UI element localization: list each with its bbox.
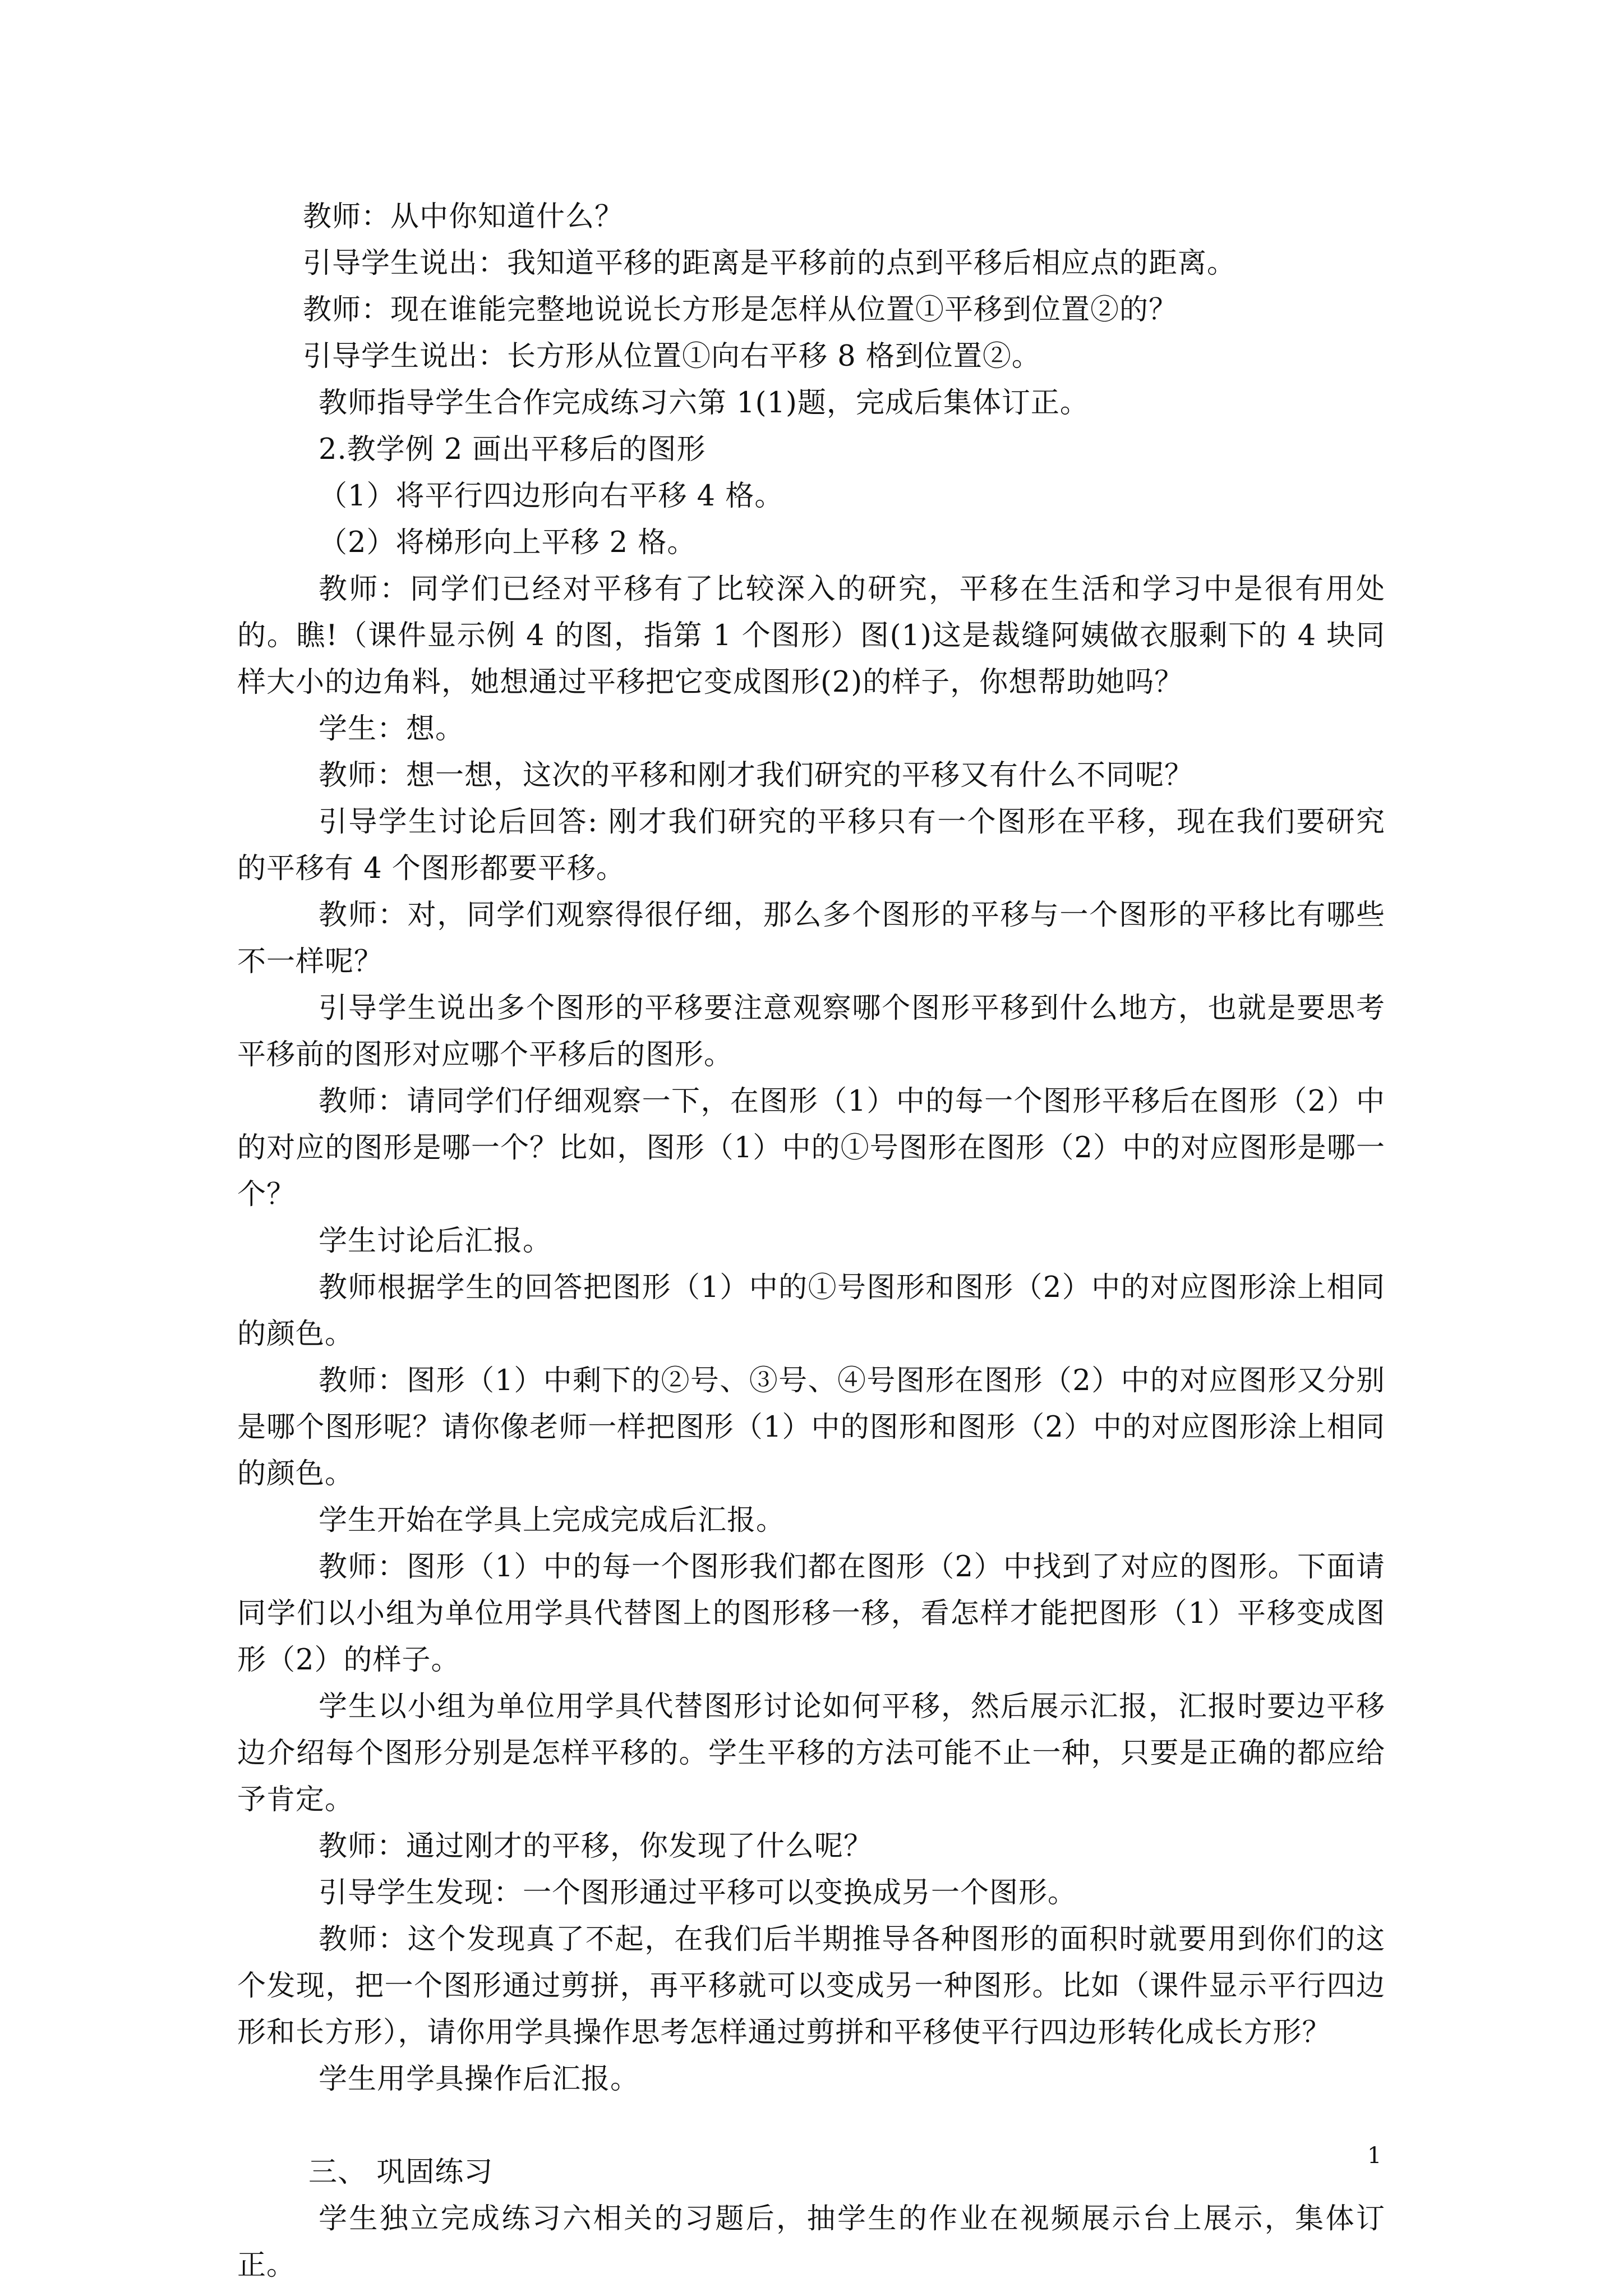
paragraph: 学生开始在学具上完成完成后汇报。 [319,1504,786,1537]
paragraph: 学生以小组为单位用学具代替图形讨论如何平移，然后展示汇报，汇报时要边平移边介绍每个图形分别是怎样平移的。学生平移的方法可能不止一种，只要是正确的都应给予肯定。 [237,1690,1385,1816]
document-body [237,194,1385,2289]
paragraph: 教师：请同学们仔细观察一下，在图形（1）中的每一个图形平移后在图形（2）中的对应的图形是哪一个？比如，图形（1）中的①号图形在图形（2）中的对应图形是哪一个？ [237,1085,1385,1211]
paragraph: 教师：这个发现真了不起，在我们后半期推导各种图形的面积时就要用到你们的这个发现，把一个图形通过剪拼，再平移就可以变成另一种图形。比如（课件显示平行四边形和长方形），请你用学具操作思考怎样通过剪拼和平移使平行四边形转化成长方形？ [237,1923,1385,2049]
text-line: 2.教学例 2 画出平移后的图形 [319,433,706,466]
paragraph: 教师：通过刚才的平移，你发现了什么呢？ [319,1830,873,1863]
paragraph: 教师根据学生的回答把图形（1）中的①号图形和图形（2）中的对应图形涂上相同的颜色。 [237,1271,1385,1351]
paragraph-block [237,566,1385,2289]
text-line: 引导学生说出：我知道平移的距离是平移前的点到平移后相应点的距离。 [303,247,1237,280]
paragraph: 教师：图形（1）中剩下的②号、③号、④号图形在图形（2）中的对应图形又分别是哪个图形呢？请你像老师一样把图形（1）中的图形和图形（2）中的对应图形涂上相同的颜色。 [237,1364,1385,1490]
paragraph: 教师：图形（1）中的每一个图形我们都在图形（2）中找到了对应的图形。下面请同学们以小组为单位用学具代替图上的图形移一移，看怎样才能把图形（1）平移变成图形（2）的样子。 [237,1550,1385,1677]
paragraph: 引导学生发现：一个图形通过平移可以变换成另一个图形。 [319,1876,1077,1910]
paragraph: 学生独立完成练习六相关的习题后，抽学生的作业在视频展示台上展示，集体订正。 [237,2202,1385,2282]
page-number: 1 [1367,2143,1382,2169]
paragraph: 教师：同学们已经对平移有了比较深入的研究，平移在生活和学习中是很有用处的。瞧!（课件显示例 4 的图，指第 1 个图形）图(1)这是裁缝阿姨做衣服剩下的 4 块同样大小的边角料，她想通过平移把它变成图形(2)的样子，你想帮助她吗？ [237,573,1385,699]
paragraph: 学生：想。 [319,712,465,746]
paragraph: 教师：对，同学们观察得很仔细，那么多个图形的平移与一个图形的平移比有哪些不一样呢？ [237,899,1385,978]
paragraph: 学生用学具操作后汇报。 [319,2063,640,2096]
text-line: 教师：现在谁能完整地说说长方形是怎样从位置①平移到位置②的？ [303,293,1178,326]
text-line: 教师：从中你知道什么？ [303,200,624,233]
text-line: （1）将平行四边形向右平移 4 格。 [319,480,784,513]
paragraph: 教师：想一想，这次的平移和刚才我们研究的平移又有什么不同呢？ [319,759,1194,792]
paragraph: 引导学生说出多个图形的平移要注意观察哪个图形平移到什么地方，也就是要思考平移前的图形对应哪个平移后的图形。 [237,992,1385,1071]
paragraph: 学生讨论后汇报。 [319,1225,552,1258]
text-line: 引导学生说出：长方形从位置①向右平移 8 格到位置②。 [303,340,1041,373]
blank-line [237,2102,1385,2149]
text-line: （2）将梯形向上平移 2 格。 [319,526,697,559]
section-heading: 三、 巩固练习 [308,2156,494,2189]
paragraph: 引导学生讨论后回答: 刚才我们研究的平移只有一个图形在平移，现在我们要研究的平移有 4 个图形都要平移。 [237,806,1385,885]
text-line: 教师指导学生合作完成练习六第 1(1)题，完成后集体订正。 [319,386,1089,420]
